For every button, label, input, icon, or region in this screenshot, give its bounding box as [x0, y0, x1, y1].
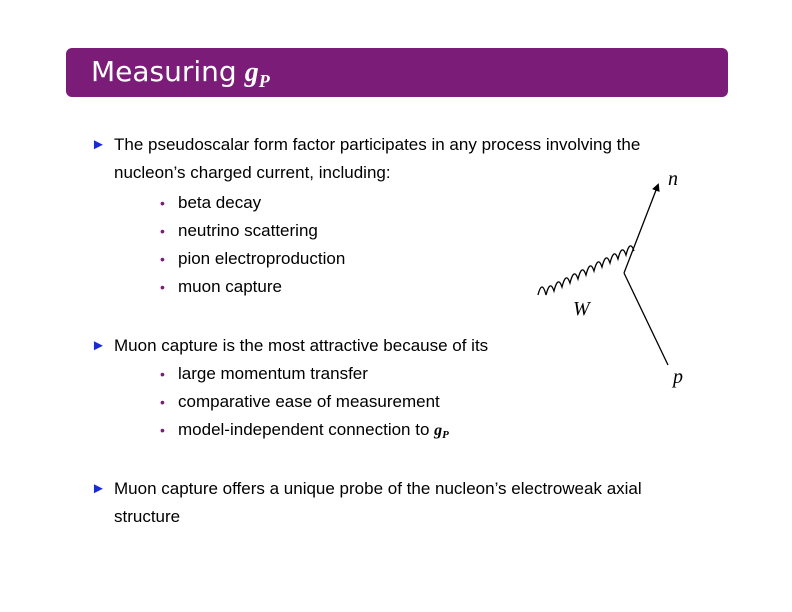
section-3-line-2: structure: [114, 507, 181, 526]
w-boson-line: [538, 246, 634, 295]
section-1-line-1: The pseudoscalar form factor participates in any process involving the: [114, 135, 641, 154]
list-item-text: neutrino scattering: [178, 221, 318, 240]
bullet-dot: •: [160, 394, 165, 410]
section-1-list: [160, 189, 345, 301]
list-item: [160, 388, 449, 416]
list-item-text: pion electroproduction: [178, 249, 346, 268]
title-math-g: g: [244, 57, 259, 88]
slide-title: [91, 55, 270, 92]
bullet-dot: •: [160, 223, 165, 239]
title-math-sub: P: [258, 71, 270, 91]
section-3-line-1: Muon capture offers a unique probe of the nucleon’s electroweak axial: [114, 479, 642, 498]
list-item: [160, 245, 345, 273]
list-item-text: model-independent connection to: [178, 420, 430, 439]
list-item-text: muon capture: [178, 277, 282, 296]
section-2-line-1: Muon capture is the most attractive because of its: [114, 336, 489, 355]
list-item-text: comparative ease of measurement: [178, 392, 440, 411]
gp-g: g: [434, 422, 443, 439]
list-item: [160, 217, 345, 245]
gp-symbol: [434, 422, 449, 439]
bullet-dot: •: [160, 195, 165, 211]
neutron-line: [624, 185, 658, 273]
gp-sub: P: [442, 429, 449, 441]
bullet-dot: •: [160, 251, 165, 267]
arrow-bullet-2: ►: [91, 337, 106, 354]
bullet-dot: •: [160, 366, 165, 382]
title-math: [244, 57, 270, 91]
bullet-dot: •: [160, 422, 165, 438]
label-p: p: [673, 366, 683, 388]
bullet-dot: •: [160, 279, 165, 295]
section-3-text: [114, 475, 642, 531]
label-n: n: [668, 168, 678, 190]
section-2-list: [160, 360, 449, 449]
list-item-text: large momentum transfer: [178, 364, 368, 383]
list-item: [160, 273, 345, 301]
arrow-bullet-1: ►: [91, 136, 106, 153]
section-2-text: [114, 332, 488, 360]
list-item: [160, 360, 449, 388]
section-1-line-2: nucleon’s charged current, including:: [114, 163, 391, 182]
list-item-text: beta decay: [178, 193, 262, 212]
title-text: Measuring: [91, 55, 237, 88]
label-w: W: [573, 298, 590, 320]
title-bar: [66, 48, 728, 97]
list-item: [160, 189, 345, 217]
list-item: [160, 416, 449, 449]
feynman-diagram: [530, 165, 700, 395]
proton-line: [624, 273, 668, 365]
arrow-bullet-3: ►: [91, 480, 106, 497]
